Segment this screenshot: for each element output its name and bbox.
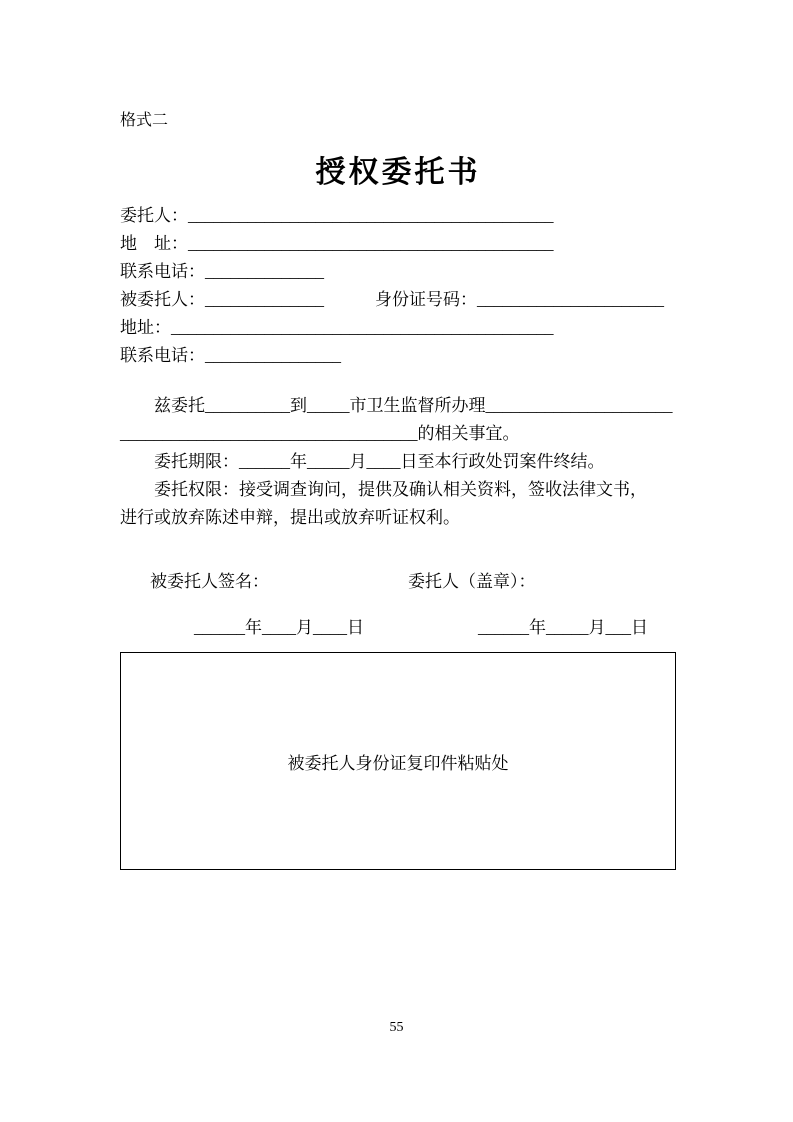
client-address-label: 地 址： bbox=[120, 234, 188, 253]
id-number-label: 身份证号码： bbox=[375, 290, 477, 309]
client-phone-label: 联系电话： bbox=[120, 262, 205, 281]
entrust-line-1: 兹委托__________到_____市卫生监督所办理______________________ bbox=[154, 396, 673, 415]
signature-dates-row bbox=[120, 614, 676, 642]
field-row-agent-phone bbox=[120, 342, 676, 370]
field-row-client-address bbox=[120, 230, 676, 258]
id-number-blank-line: ______________________ bbox=[477, 290, 664, 309]
form-section bbox=[120, 202, 676, 370]
agent-address-label: 地址： bbox=[120, 318, 171, 337]
agent-blank-line: ______________ bbox=[205, 290, 324, 309]
agent-date-blank: ______年____月____日 bbox=[194, 618, 364, 637]
agent-label: 被委托人： bbox=[120, 290, 205, 309]
page-content bbox=[120, 110, 676, 870]
entrust-line-2-blank: ___________________________________ bbox=[120, 424, 418, 443]
field-row-agent-address bbox=[120, 314, 676, 342]
agent-phone-blank-line: ________________ bbox=[205, 346, 341, 365]
agent-address-blank-line: _____________________________________________ bbox=[171, 318, 554, 337]
client-date-blank: ______年_____月___日 bbox=[478, 618, 648, 637]
agent-phone-label: 联系电话： bbox=[120, 346, 205, 365]
entrust-line-2 bbox=[120, 420, 676, 448]
client-phone-blank-line: ______________ bbox=[205, 262, 324, 281]
signature-labels-row bbox=[120, 568, 676, 596]
client-label: 委托人： bbox=[120, 206, 188, 225]
field-row-agent bbox=[120, 286, 676, 314]
field-id-number bbox=[375, 286, 664, 314]
body-section bbox=[120, 392, 676, 532]
signature-section bbox=[120, 568, 676, 642]
client-address-blank-line: ___________________________________________ bbox=[188, 234, 554, 253]
format-label: 格式二 bbox=[120, 112, 169, 129]
field-row-client bbox=[120, 202, 676, 230]
authority-line-2: 进行或放弃陈述申辩，提出或放弃听证权利。 bbox=[120, 508, 460, 527]
client-blank-line: ___________________________________________ bbox=[188, 206, 554, 225]
field-row-client-phone bbox=[120, 258, 676, 286]
agent-signature-label: 被委托人签名： bbox=[150, 572, 269, 591]
page-number: 55 bbox=[389, 1020, 404, 1035]
term-line: 委托期限：______年_____月____日至本行政处罚案件终结。 bbox=[154, 452, 605, 471]
id-box-label: 被委托人身份证复印件粘贴处 bbox=[287, 753, 509, 773]
entrust-line-2-text: 的相关事宜。 bbox=[417, 424, 520, 443]
id-copy-paste-box bbox=[120, 652, 676, 870]
authority-line-1: 委托权限：接受调查询问，提供及确认相关资料，签收法律文书， bbox=[154, 480, 647, 499]
document-title: 授权委托书 bbox=[315, 156, 481, 189]
client-seal-label: 委托人（盖章）： bbox=[408, 572, 536, 591]
